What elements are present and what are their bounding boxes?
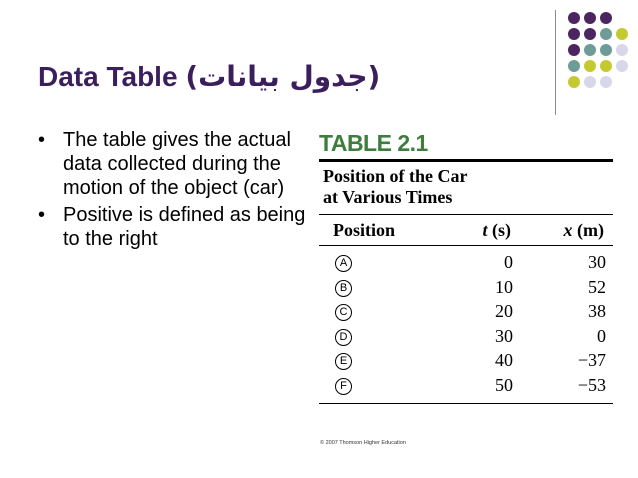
table-rule — [319, 403, 613, 404]
dot — [584, 12, 596, 24]
header-position: Position — [333, 220, 396, 240]
dot — [616, 28, 628, 40]
cell-x: −37 — [577, 350, 606, 370]
cell-x: 52 — [588, 276, 606, 297]
table-row — [319, 299, 613, 324]
decorative-divider-line — [555, 10, 556, 115]
copyright-text: © 2007 Thomson Higher Education — [320, 440, 406, 446]
cell-time: 20 — [495, 301, 513, 321]
dot — [584, 44, 596, 56]
bullet-list — [36, 128, 314, 254]
cell-x: 30 — [588, 252, 606, 272]
position-marker: B — [335, 280, 352, 297]
header-time: t (s) — [482, 220, 511, 240]
cell-x: −53 — [577, 374, 606, 395]
dot — [616, 60, 628, 72]
table-row — [319, 250, 613, 275]
header-position-x: x (m) — [563, 220, 604, 240]
cell-time: 40 — [495, 350, 513, 370]
slide-title-text: Data Table — [38, 61, 178, 92]
table-header-row — [319, 215, 613, 245]
position-marker: E — [335, 353, 352, 370]
bullet-item — [36, 128, 314, 200]
cell-time: 0 — [504, 252, 513, 272]
table-body — [319, 246, 613, 403]
data-table-figure — [319, 130, 613, 404]
cell-x: 38 — [588, 301, 606, 321]
dot — [584, 76, 596, 88]
dot — [568, 76, 580, 88]
dot — [568, 28, 580, 40]
cell-time: 30 — [495, 325, 513, 346]
position-marker: F — [335, 378, 352, 395]
cell-time: 50 — [495, 374, 513, 395]
position-marker: D — [335, 329, 352, 346]
table-row — [319, 275, 613, 300]
table-row — [319, 348, 613, 373]
bullet-text: Positive is defined as being to the right — [63, 204, 306, 250]
dot — [568, 60, 580, 72]
slide-title-arabic: (جدول بيانات) — [185, 60, 381, 93]
bullet-item — [36, 203, 314, 251]
dot — [600, 60, 612, 72]
dot — [600, 28, 612, 40]
table-caption — [319, 162, 613, 214]
position-marker: A — [335, 255, 352, 272]
dot — [568, 44, 580, 56]
dot — [584, 60, 596, 72]
position-marker: C — [335, 304, 352, 321]
table-caption-line: at Various Times — [323, 187, 453, 207]
dot — [616, 44, 628, 56]
slide-title — [38, 60, 380, 93]
bullet-text: The table gives the actual data collected during the motion of the object (car) — [63, 129, 291, 199]
table-row — [319, 373, 613, 398]
table-label: TABLE 2.1 — [319, 130, 428, 156]
dot — [600, 44, 612, 56]
cell-time: 10 — [495, 276, 513, 297]
dot — [600, 76, 612, 88]
table-caption-line: Position of the Car — [323, 166, 468, 186]
decorative-dot-grid — [566, 10, 638, 106]
bullet-icon: • — [38, 129, 46, 151]
dot — [600, 12, 612, 24]
dot — [568, 12, 580, 24]
cell-x: 0 — [597, 325, 606, 346]
dot — [584, 28, 596, 40]
table-row — [319, 324, 613, 349]
bullet-icon: • — [38, 204, 46, 226]
